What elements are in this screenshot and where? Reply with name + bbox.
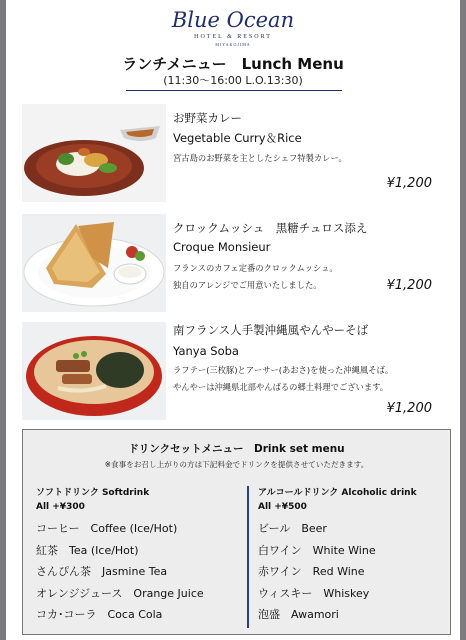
brand-logo-name: Blue Ocean [171,8,295,32]
alcohol-price: All +¥500 [258,502,307,512]
dish-description: やんやーは沖縄県北部やんばるの郷土料理でございます。 [173,382,389,392]
dish-name-en: Croque Monsieur [173,240,271,254]
title-underline [126,90,342,91]
dish-price: ¥1,200 [386,401,432,416]
drink-item: さんぴん茶 Jasmine Tea [36,565,168,578]
drink-menu-note: ※食事をお召し上がりの方は下記料金でドリンクを提供させていただきます。 [104,460,369,469]
drink-item: コーヒー Coffee (Ice/Hot) [36,522,178,535]
alcohol-heading: アルコールドリンク Alcoholic drink [258,488,417,498]
drink-item: ウィスキー Whiskey [258,586,370,600]
softdrink-column [36,485,204,628]
drink-item: コカ･コーラ Coca Cola [36,608,163,621]
croque-photo [22,214,166,312]
soba-photo [22,322,166,420]
brand-location: MIYAKOJIMA [215,42,251,47]
drink-item: 泡盛 Awamori [258,608,339,621]
softdrink-heading: ソフトドリンク Softdrink [36,488,150,498]
dish-price: ¥1,200 [386,176,432,191]
menu-hours: (11:30〜16:00 L.O.13:30) [163,74,303,87]
column-divider [247,486,249,628]
menu-page [6,0,460,640]
dish-name-jp: お野菜カレー [173,111,242,125]
drink-item: ビール Beer [258,522,327,535]
curry-photo [22,104,166,202]
dish-description: 宮古島のお野菜を主としたシェフ特製カレー。 [173,153,347,163]
dish-description: ラフテー(三枚豚)とアーサー(あおさ)を使った沖縄風そば。 [173,365,394,375]
dish-name-en: Vegetable Curry＆Rice [173,131,302,145]
menu-title: ランチメニュー Lunch Menu [122,55,344,73]
drink-item: 白ワイン White Wine [258,543,376,557]
dish-price: ¥1,200 [386,278,432,293]
dish-description: フランスのカフェ定番のクロックムッシュ。 [173,263,338,273]
dish-name-jp: クロックムッシュ 黒糖チュロス添え [173,221,368,235]
dish-name-en: Yanya Soba [173,344,239,358]
alcohol-column [258,485,417,628]
drink-item: 赤ワイン Red Wine [258,565,365,578]
drink-menu-title: ドリンクセットメニュー Drink set menu [128,443,345,455]
dish-description: 独自のアレンジでご用意いたしました。 [173,280,322,290]
drink-item: 紅茶 Tea (Ice/Hot) [36,543,139,557]
drink-item: オレンジジュース Orange Juice [36,586,204,600]
brand-subtitle: HOTEL & RESORT [194,34,272,40]
drink-set-menu [22,429,451,635]
dish-name-jp: 南フランス人手製沖縄風やんやーそば [173,323,369,337]
softdrink-price: All +¥300 [36,502,85,512]
